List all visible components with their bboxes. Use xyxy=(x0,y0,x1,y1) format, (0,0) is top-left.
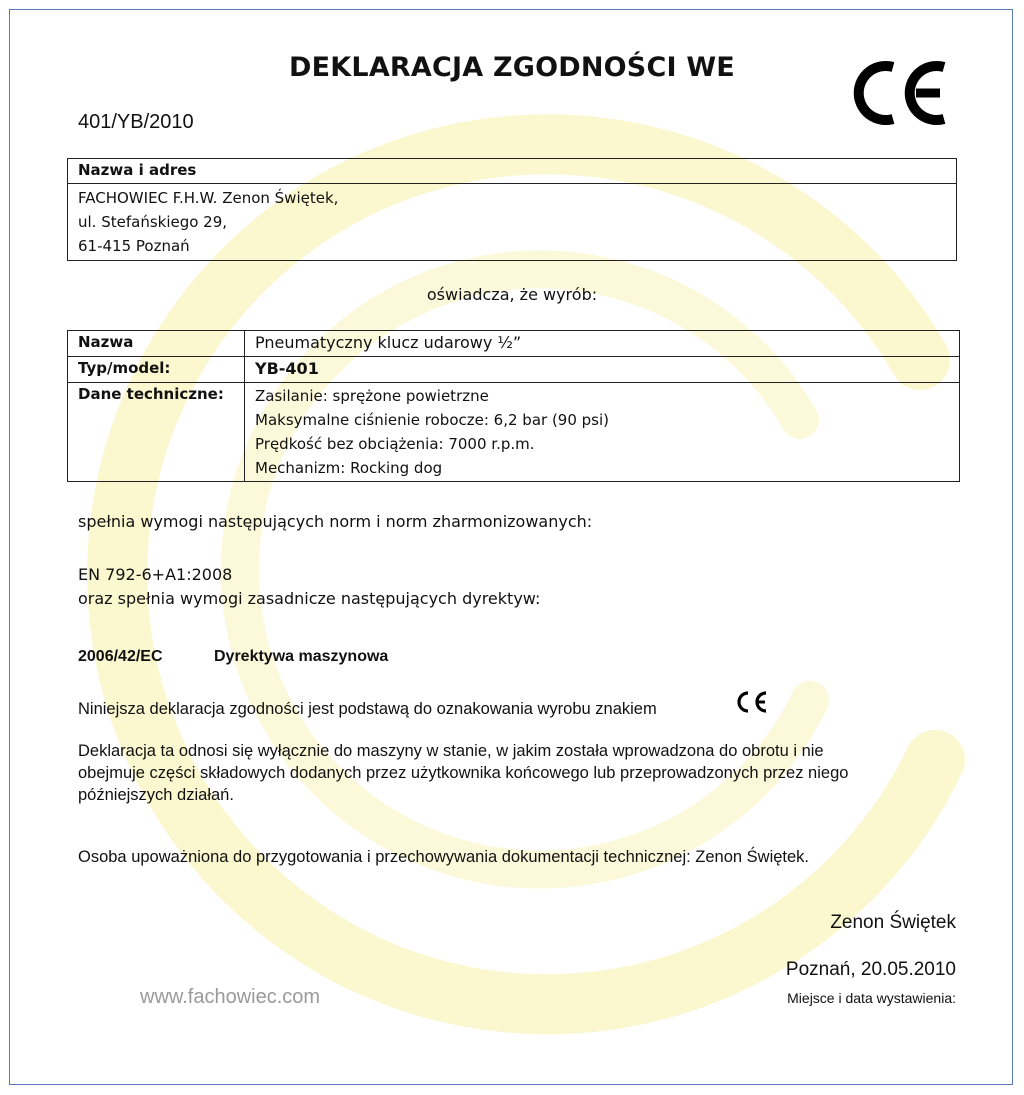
norms-block xyxy=(78,563,540,611)
place-date-label: Miejsce i data wystawienia: xyxy=(787,990,956,1006)
document-title: DEKLARACJA ZGODNOŚCI WE xyxy=(289,52,735,83)
ce-mark-small-icon xyxy=(733,690,769,714)
tech-line: Zasilanie: sprężone powietrzne xyxy=(255,387,489,405)
manufacturer-header: Nazwa i adres xyxy=(68,159,957,184)
product-model-value: YB-401 xyxy=(245,357,960,383)
manufacturer-table xyxy=(67,158,957,261)
tech-data-label: Dane techniczne: xyxy=(68,383,245,482)
address-line: FACHOWIEC F.H.W. Zenon Świętek, xyxy=(78,189,339,207)
directive-number: 2006/42/EC xyxy=(78,648,163,665)
tech-line: Prędkość bez obciążenia: 7000 r.p.m. xyxy=(255,435,535,453)
ce-basis-text: Niniejsza deklaracja zgodności jest podstawą do oznakowania wyrobu znakiem xyxy=(78,700,657,718)
scope-line: późniejszych działań. xyxy=(78,786,234,804)
declares-text: oświadcza, że wyrób: xyxy=(426,285,598,304)
tech-data-value xyxy=(245,383,960,482)
product-name-value: Pneumatyczny klucz udarowy ½” xyxy=(245,331,960,357)
norms-intro: spełnia wymogi następujących norm i norm zharmonizowanych: xyxy=(78,512,593,531)
address-line: ul. Stefańskiego 29, xyxy=(78,213,228,231)
manufacturer-address xyxy=(68,184,957,261)
directives-intro: oraz spełnia wymogi zasadnicze następujących dyrektyw: xyxy=(78,589,541,608)
ce-mark-icon xyxy=(852,58,950,128)
product-name-label: Nazwa xyxy=(68,331,245,357)
signatory-name: Zenon Świętek xyxy=(830,912,956,933)
place-date: Poznań, 20.05.2010 xyxy=(785,959,956,980)
scope-line: Deklaracja ta odnosi się wyłącznie do maszyny w stanie, w jakim została wprowadzona do obrotu i nie xyxy=(78,742,824,760)
product-model-label: Typ/model: xyxy=(68,357,245,383)
norm-code: EN 792-6+A1:2008 xyxy=(78,565,233,584)
scope-line: obejmuje części składowych dodanych przez użytkownika końcowego lub przeprowadzonych przez niego xyxy=(78,764,849,782)
document-number: 401/YB/2010 xyxy=(78,111,194,133)
address-line: 61-415 Poznań xyxy=(78,237,190,255)
directive-name: Dyrektywa maszynowa xyxy=(214,648,389,665)
website-link[interactable]: www.fachowiec.com xyxy=(140,986,321,1008)
tech-line: Mechanizm: Rocking dog xyxy=(255,459,443,477)
authorized-person: Osoba upoważniona do przygotowania i przechowywania dokumentacji technicznej: Zenon Świętek. xyxy=(78,848,810,866)
scope-paragraph xyxy=(78,740,958,806)
product-table xyxy=(67,330,960,482)
tech-line: Maksymalne ciśnienie robocze: 6,2 bar (90 psi) xyxy=(255,411,610,429)
